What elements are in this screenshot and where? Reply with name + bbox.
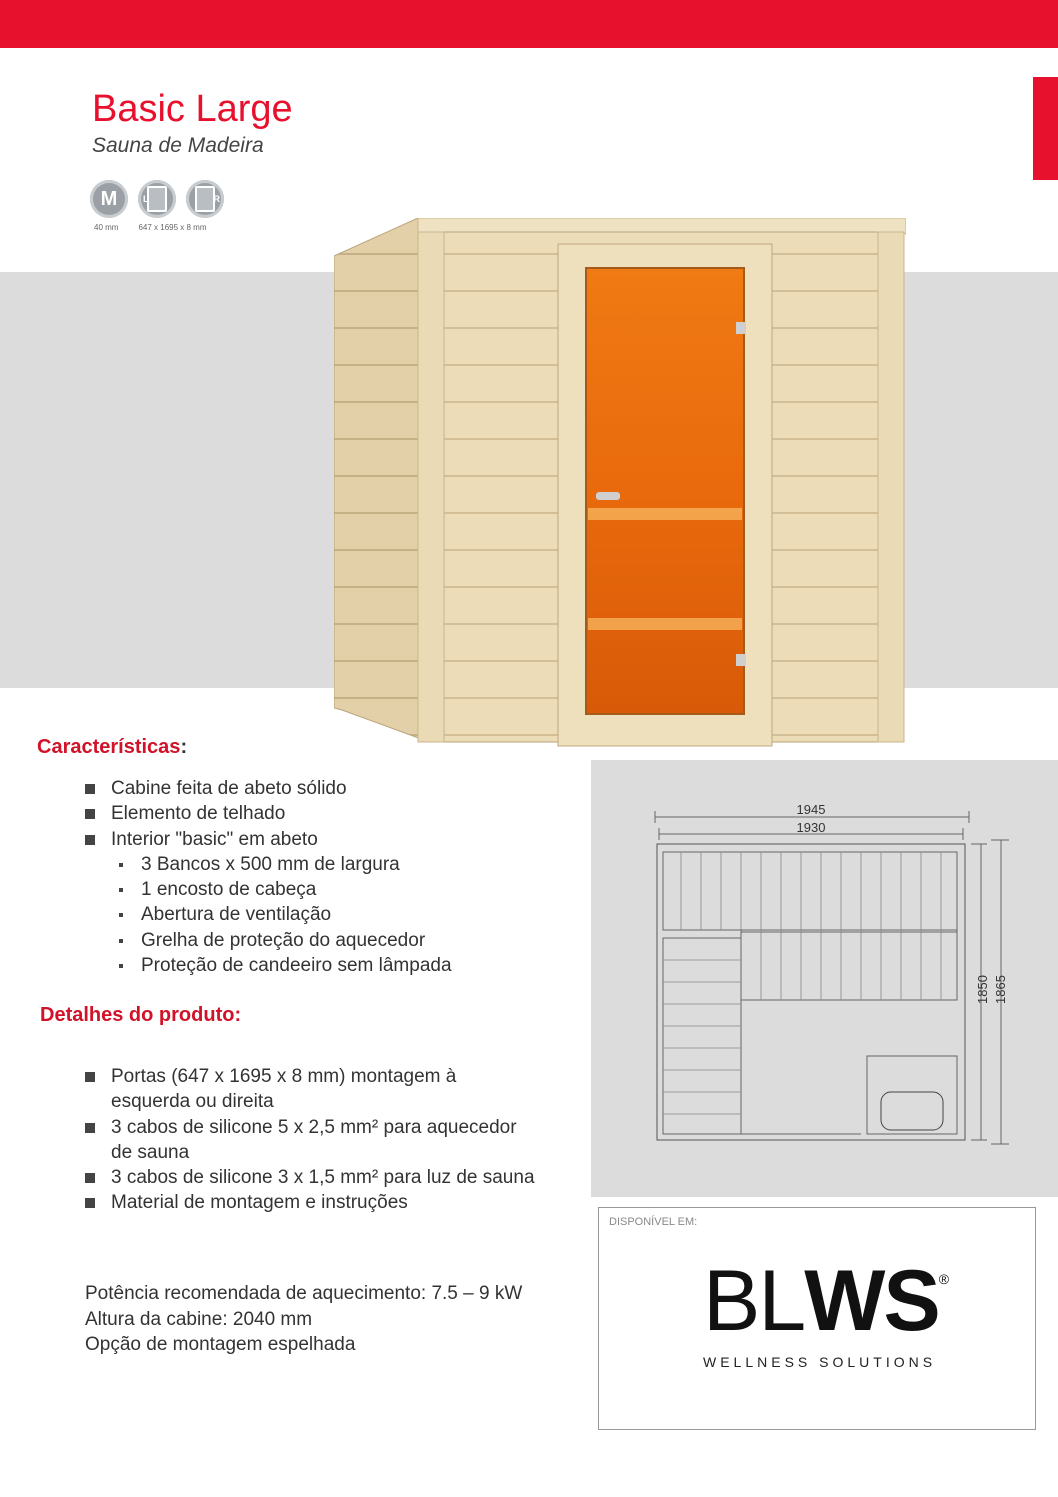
features-list — [85, 776, 452, 978]
dim-inner-height: 1850 — [975, 975, 990, 1004]
door-size-label: 647 x 1695 x 8 mm — [138, 223, 207, 232]
dim-inner-width: 1930 — [796, 820, 826, 835]
dim-outer-height: 1865 — [993, 975, 1008, 1004]
spec-notes — [85, 1281, 522, 1358]
product-subtitle: Sauna de Madeira — [92, 134, 264, 157]
height-note: Altura da cabine: 2040 mm — [85, 1308, 313, 1330]
door-left-icon: L — [138, 180, 176, 218]
floor-plan-panel — [591, 760, 1058, 1197]
list-item: 3 cabos de silicone 3 x 1,5 mm² para luz de sauna — [85, 1165, 535, 1190]
list-sub-item: Abertura de ventilação — [85, 902, 452, 927]
list-sub-item: Grelha de proteção do aquecedor — [85, 928, 452, 953]
wall-thickness-icon: M — [90, 180, 128, 218]
power-note: Potência recomendada de aquecimento: 7.5 – 9 kW — [85, 1283, 523, 1304]
badge-labels — [94, 223, 207, 232]
thickness-label: 40 mm — [94, 223, 119, 232]
list-item: Elemento de telhado — [85, 801, 452, 826]
blws-logo: BLWS® — [703, 1253, 948, 1349]
list-item: Cabine feita de abeto sólido — [85, 776, 452, 801]
list-item: Portas (647 x 1695 x 8 mm) montagem à esquerda ou direita — [85, 1064, 535, 1115]
list-item: Material de montagem e instruções — [85, 1190, 535, 1215]
list-item: 3 cabos de silicone 5 x 2,5 mm² para aquecedor de sauna — [85, 1115, 535, 1166]
features-heading: Características: — [37, 736, 188, 758]
top-red-bar — [0, 0, 1058, 48]
product-title: Basic Large — [92, 88, 293, 130]
list-item: Interior "basic" em abeto — [85, 827, 452, 852]
dim-outer-width: 1945 — [796, 802, 826, 817]
list-sub-item: Proteção de candeeiro sem lâmpada — [85, 953, 452, 978]
floor-plan-drawing — [591, 760, 1058, 1197]
sauna-cabin-image — [334, 218, 906, 763]
details-list — [85, 1064, 535, 1216]
blws-logo-tagline: WELLNESS SOLUTIONS — [703, 1354, 937, 1370]
spec-badges — [90, 180, 224, 218]
availability-label: DISPONÍVEL EM: — [609, 1216, 698, 1228]
list-sub-item: 1 encosto de cabeça — [85, 877, 452, 902]
list-sub-item: 3 Bancos x 500 mm de largura — [85, 852, 452, 877]
door-right-icon: R — [186, 180, 224, 218]
details-heading: Detalhes do produto: — [40, 1004, 242, 1026]
side-red-tab — [1033, 77, 1058, 180]
mirror-note: Opção de montagem espelhada — [85, 1334, 356, 1355]
availability-box — [598, 1207, 1036, 1430]
